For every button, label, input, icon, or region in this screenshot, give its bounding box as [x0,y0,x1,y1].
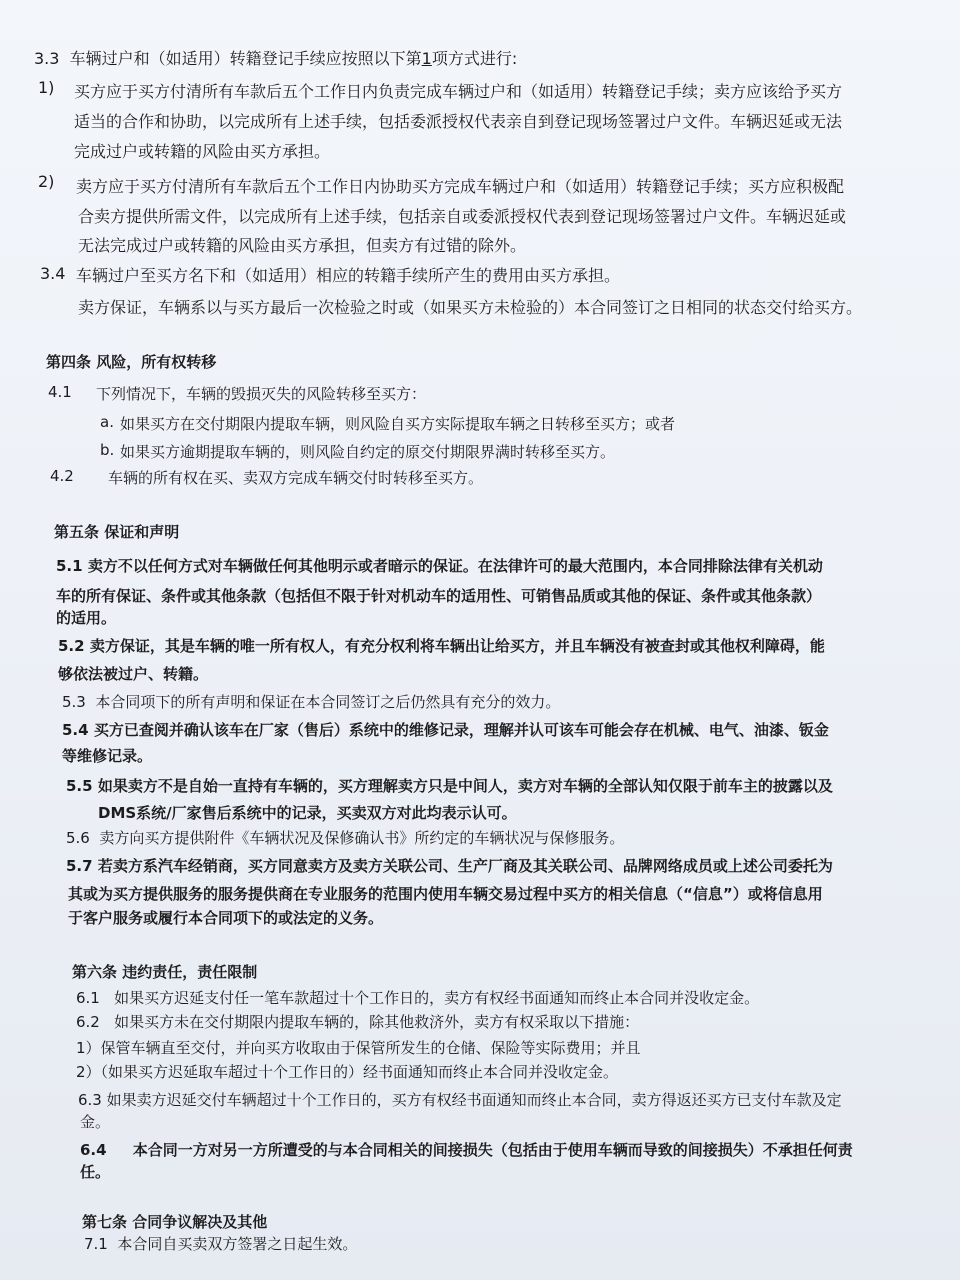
clause-5-2-line-1 [58,636,825,656]
clause-6-1-number: 6.1 [76,989,100,1007]
article-4-title: 第四条 风险，所有权转移 [46,353,217,371]
clause-5-5-text: 如果卖方不是自始一直持有车辆的，买方理解卖方只是中间人，卖方对车辆的全部认知仅限于前车主的披露以及 [97,777,833,795]
clause-3-3 [34,49,517,69]
clause-5-3 [62,692,560,712]
clause-5-2-number: 5.2 [58,637,85,655]
clause-5-1-text: 卖方不以任何方式对车辆做任何其他明示或者暗示的保证。在法律许可的最大范围内，本合同排除法律有关机动 [87,557,823,575]
item-a-label: a. [100,413,114,431]
clause-6-2-text: 如果买方未在交付期限内提取车辆的，除其他救济外，卖方有权采取以下措施： [114,1013,640,1031]
clause-5-1-line-3: 的适用。 [56,609,117,627]
clause-5-7-number: 5.7 [66,857,93,875]
article-7-title: 第七条 合同争议解决及其他 [82,1213,268,1231]
option-1-line-2: 适当的合作和协助，以完成所有上述手续，包括委派授权代表亲自到登记现场签署过户文件。车辆迟延或无法 [74,112,843,131]
clause-6-2-item-2: 2）（如果买方迟延取车超过十个工作日的）经书面通知而终止本合同并没收定金。 [76,1063,619,1081]
clause-6-1 [76,988,759,1008]
option-2-line-1: 卖方应于买方付清所有车款后五个工作日内协助买方完成车辆过户和（如适用）转籍登记手续；买方应积极配 [76,177,845,196]
clause-7-1-text: 本合同自买卖双方签署之日起生效。 [117,1235,358,1253]
clause-4-2-text: 车辆的所有权在买、卖双方完成车辆交付时转移至买方。 [108,469,484,487]
clause-5-2-text: 卖方保证，其是车辆的唯一所有权人，有充分权利将车辆出让给买方，并且车辆没有被查封或其他权利障碍，能 [89,637,825,655]
clause-6-4-text: 本合同一方对另一方所遭受的与本合同相关的间接损失（包括由于使用车辆而导致的间接损失）不承担任何责 [132,1141,853,1159]
clause-5-7-line-1 [66,856,833,876]
article-5-title: 第五条 保证和声明 [54,523,180,541]
article-6-title: 第六条 违约责任，责任限制 [72,963,258,981]
clause-5-4-line-2: 等维修记录。 [62,747,153,765]
clause-7-1-number: 7.1 [84,1235,108,1253]
clause-5-5-line-2: DMS系统/厂家售后系统中的记录，买卖双方对此均表示认可。 [98,804,517,822]
clause-6-1-text: 如果买方迟延支付任一笔车款超过十个工作日的，卖方有权经书面通知而终止本合同并没收定金。 [114,989,760,1007]
clause-6-3-text: 如果卖方迟延交付车辆超过十个工作日的，买方有权经书面通知而终止本合同，卖方得返还买方已支付车款及定 [106,1091,842,1109]
clause-3-4-line-2: 卖方保证，车辆系以与买方最后一次检验之时或（如果买方未检验的）本合同签订之日相同的状态交付给买方。 [78,298,863,317]
clause-5-7-line-3: 于客户服务或履行本合同项下的或法定的义务。 [68,909,384,927]
clause-5-4-number: 5.4 [62,721,89,739]
clause-5-4-line-1 [62,720,829,740]
clause-6-4-line-2: 任。 [80,1163,111,1181]
clause-number: 3.3 [34,49,60,68]
clause-7-1 [84,1234,357,1254]
clause-5-6-text: 卖方向买方提供附件《车辆状况及保修确认书》所约定的车辆状况与保修服务。 [99,829,625,847]
clause-5-1-line-2: 车的所有保证、条件或其他条款（包括但不限于针对机动车的适用性、可销售品质或其他的保证、条件或其他条款） [56,587,822,605]
clause-5-5-number: 5.5 [66,777,93,795]
clause-5-3-text: 本合同项下的所有声明和保证在本合同签订之后仍然具有充分的效力。 [95,693,561,711]
clause-6-2-number: 6.2 [76,1013,100,1031]
option-2-line-2: 合卖方提供所需文件，以完成所有上述手续，包括亲自或委派授权代表到登记现场签署过户文件。车辆迟延或 [78,207,847,226]
clause-5-1-line-1 [56,556,823,576]
clause-4-1-text: 下列情况下，车辆的毁损灭失的风险转移至买方： [96,385,427,403]
clause-5-5-line-1 [66,776,833,796]
clause-5-4-text: 买方已查阅并确认该车在厂家（售后）系统中的维修记录，理解并认可该车可能会存在机械、电气、油漆、钣金 [93,721,829,739]
clause-5-7-line-2: 其或为买方提供服务的服务提供商在专业服务的范围内使用车辆交易过程中买方的相关信息（“信息”）或将信息用 [68,885,823,903]
clause-5-2-line-2: 够依法被过户、转籍。 [58,665,209,683]
option-2-line-3: 无法完成过户或转籍的风险由买方承担，但卖方有过错的除外。 [78,236,527,255]
clause-6-3-line-1 [78,1090,842,1110]
option-1-line-3: 完成过户或转籍的风险由买方承担。 [74,142,331,161]
clause-5-3-number: 5.3 [62,693,86,711]
clause-5-6-number: 5.6 [66,829,90,847]
clause-6-4-line-1 [80,1140,853,1160]
clause-6-4-number: 6.4 [80,1141,107,1159]
item-a-text: 如果买方在交付期限内提取车辆，则风险自买方实际提取车辆之日转移至买方；或者 [120,415,676,433]
item-b-label: b. [100,441,115,459]
option-2-number: 2) [38,172,55,191]
option-1-line-1: 买方应于买方付清所有车款后五个工作日内负责完成车辆过户和（如适用）转籍登记手续；卖方应该给予买方 [74,82,843,101]
clause-text-end: 项方式进行: [431,49,518,68]
clause-6-2-item-1: 1）保管车辆直至交付，并向买方收取由于保管所发生的仓储、保险等实际费用；并且 [76,1039,641,1057]
clause-4-2-number: 4.2 [50,467,74,485]
clause-3-4-number: 3.4 [40,264,66,283]
clause-5-7-text: 若卖方系汽车经销商，买方同意卖方及卖方关联公司、生产厂商及其关联公司、品牌网络成员或上述公司委托为 [97,857,833,875]
clause-6-2 [76,1012,639,1032]
choice-value: 1 [421,49,432,68]
item-b-text: 如果买方逾期提取车辆的，则风险自约定的原交付期限界满时转移至买方。 [120,443,616,461]
clause-text: 车辆过户和（如适用）转籍登记手续应按照以下第 [69,49,422,68]
clause-3-4-line-1: 车辆过户至买方名下和（如适用）相应的转籍手续所产生的费用由买方承担。 [76,266,621,285]
clause-5-1-number: 5.1 [56,557,83,575]
clause-4-1-number: 4.1 [48,383,72,401]
clause-5-6 [66,828,624,848]
clause-6-3-number: 6.3 [78,1091,102,1109]
option-1-number: 1) [38,78,55,97]
clause-6-3-line-2: 金。 [80,1113,111,1131]
